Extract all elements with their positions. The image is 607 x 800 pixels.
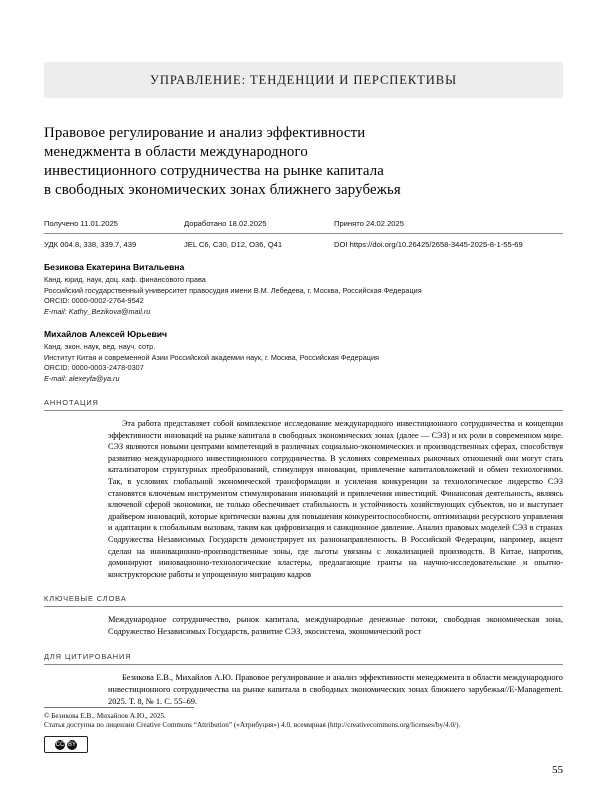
jel-code: JEL C6, C30, D12, O36, Q41 (184, 240, 283, 249)
article-title (44, 124, 563, 200)
divider-citation (44, 664, 563, 665)
author-block-1 (44, 262, 563, 317)
author-name-2: Михайлов Алексей Юрьевич (44, 329, 168, 339)
article-title-line-1: Правовое регулирование и анализ эффективности (44, 125, 366, 141)
doi-link[interactable]: DOI https://doi.org/10.26425/2658-3445-2025-8-1-55-69 (334, 240, 523, 249)
date-received: Получено 11.01.2025 (44, 219, 118, 228)
author-affiliation-1: Российский государственный университет правосудия имени В.М. Лебедева, г. Москва, Российская Федерация (44, 285, 422, 295)
author-degree-1: Канд. юрид. наук, доц. каф. финансового права (44, 275, 206, 284)
abstract-text: Эта работа представляет собой комплексное исследование международного инвестиционного сотрудничества и концепции эффективности инноваций на рынке капитала в свободных экономических зонах (далее — СЭЗ) и их роли в современном мире. СЭЗ являются новыми центрами компетенций в различных социально-экономических и производственных сферах, способствуя развитию международного инвестиционного сотрудничества. В условиях современных рыночных отношений они могут стать катализатором структурных преобразований, стимулируя инновации, привлечение капиталовложений и обмен технологиями. Так, в условиях глобальной экономической трансформации и усиления конкуренции за технологическое лидерство СЭЗ становятся ключевым инструментом стимулирования инноваций и привлечения инвестиций. Финансовая деятельность, являясь ключевой сферой экономики, не только обеспечивает стабильность и устойчивость хозяйствующих субъектов, но и выступает драйвером инноваций, которые критически важны для повышения конкурентоспособности, оптимизации ресурсного управления и адаптации к глобальным вызовам, таким как цифровизация и санкционное давление. Анализ правовых моделей СЭЗ в странах Содружества Независимых Государств демонстрирует их разнонаправленность. В Российской Федерации, например, акцент сделан на инновационно-производственные зоны, где льготы увязаны с локализацией производств. В Китае, напротив, доминируют инновационно-технологические кластеры, предлагающие гранты на научно-исследовательские и опытно-конструкторские работы и упрощенную миграцию кадров (108, 419, 563, 579)
copyright-line: © Безикова Е.В., Михайлов А.Ю., 2025. (44, 711, 166, 720)
abstract-heading: АННОТАЦИЯ (44, 398, 99, 407)
dates-row (44, 219, 563, 228)
citation-heading: ДЛЯ ЦИТИРОВАНИЯ (44, 652, 132, 662)
divider-keywords (44, 606, 563, 607)
author-name-1: Безикова Екатерина Витальевна (44, 262, 185, 272)
creative-commons-icon[interactable] (44, 736, 88, 753)
footer-divider (44, 707, 194, 708)
license-line[interactable]: Статья доступна по лицензии Creative Commons “Attribution” («Атрибуция») 4.0. всемирная (http://creativecommons.org/licenses/by/4.0/). (44, 721, 461, 730)
author-affiliation-2: Институт Китая и современной Азии Российской академии наук, г. Москва, Российская Федерация (44, 352, 379, 362)
divider-dates (44, 233, 563, 234)
author-degree-2: Канд. экон. наук, вед. науч. сотр. (44, 342, 156, 351)
author-orcid-1[interactable]: ORCID: 0000-0002-2764-9542 (44, 296, 144, 305)
article-title-line-3: инвестиционного сотрудничества на рынке капитала (44, 163, 385, 179)
section-banner-title: УПРАВЛЕНИЕ: ТЕНДЕНЦИИ И ПЕРСПЕКТИВЫ (150, 72, 457, 87)
date-revised: Доработано 18.02.2025 (184, 219, 267, 228)
date-accepted: Принято 24.02.2025 (334, 219, 404, 228)
article-title-line-4: в свободных экономических зонах ближнего зарубежья (44, 182, 401, 198)
page-footer (44, 707, 563, 753)
cc-by-icon: BY (67, 741, 76, 748)
divider-abstract (44, 410, 563, 411)
page-number: 55 (552, 764, 563, 776)
codes-row (44, 240, 563, 249)
keywords-heading: КЛЮЧЕВЫЕ СЛОВА (44, 594, 127, 604)
author-orcid-2[interactable]: ORCID: 0000-0003-2478-0307 (44, 363, 144, 372)
article-title-line-2: менеджмента в области международного (44, 144, 308, 160)
citation-text: Безикова Е.В., Михайлов А.Ю. Правовое регулирование и анализ эффективности менеджмента в области международного инвестиционного сотрудничества на рынке капитала в свободных экономических зонах ближнего зарубежья//E-Management. 2025. Т. 8, № 1. С. 55–69. (108, 673, 563, 707)
author-email-1[interactable]: E-mail: Kathy_Bezikova@mail.ru (44, 306, 151, 316)
keywords-text: Международное сотрудничество, рынок капитала, международные денежные потоки, свободная экономическая зона, Содружество Независимых Государств, развитие СЭЗ, экосистема, экономический рост (108, 615, 563, 637)
cc-circle-icon: CC (55, 741, 65, 748)
author-email-2[interactable]: E-mail: alexeyfa@ya.ru (44, 373, 120, 383)
author-block-2 (44, 329, 563, 384)
udk-code: УДК 004.8, 338, 339.7, 439 (44, 240, 137, 249)
page-content (44, 0, 563, 800)
section-banner (44, 62, 563, 98)
